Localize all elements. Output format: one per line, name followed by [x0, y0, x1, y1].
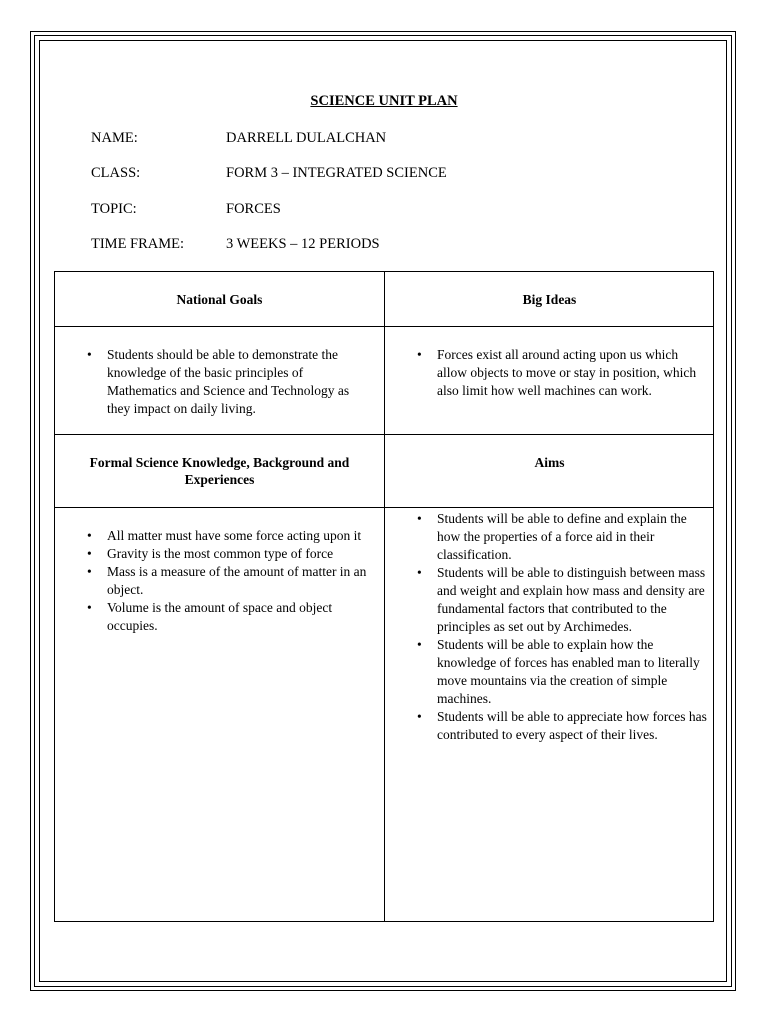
knowledge-cell [55, 527, 375, 635]
aims-item: • Students will be able to define and explain the how the properties of a force aid in their classification. [437, 510, 707, 564]
table-row-divider [55, 326, 713, 327]
document-title: SCIENCE UNIT PLAN [310, 93, 458, 109]
unit-plan-table [54, 271, 714, 922]
aims-item: • Students will be able to appreciate how forces has contributed to every aspect of their lives. [437, 708, 707, 744]
big-ideas-item: • Forces exist all around acting upon us which allow objects to move or stay in position, which also limit how well machines can work. [437, 346, 707, 400]
name-label: NAME: [91, 130, 138, 146]
knowledge-item: • Gravity is the most common type of force [107, 545, 375, 563]
topic-value: FORCES [226, 201, 281, 217]
time-frame-label: TIME FRAME: [91, 236, 185, 252]
table-row-divider [55, 507, 713, 508]
national-goals-header: National Goals [176, 291, 263, 307]
topic-label: TOPIC: [91, 201, 137, 217]
class-value: FORM 3 – INTEGRATED SCIENCE [226, 165, 447, 181]
name-value: DARRELL DULALCHAN [226, 130, 387, 146]
aims-header: Aims [534, 455, 565, 470]
knowledge-item: • All matter must have some force acting upon it [107, 527, 375, 545]
big-ideas-cell [385, 346, 707, 400]
big-ideas-header: Big Ideas [522, 291, 577, 307]
national-goals-item: • Students should be able to demonstrate the knowledge of the basic principles of Mathematics and Science and Technology as they impact on daily living. [107, 346, 375, 418]
aims-item: • Students will be able to distinguish between mass and weight and explain how mass and density are fundamental factors that contributed to the principles as set out by Archimedes. [437, 564, 707, 636]
knowledge-item: • Volume is the amount of space and object occupies. [107, 599, 375, 635]
knowledge-header: Formal Science Knowledge, Background and Experiences [89, 455, 350, 487]
class-label: CLASS: [91, 165, 141, 181]
knowledge-item: • Mass is a measure of the amount of matter in an object. [107, 563, 375, 599]
national-goals-cell [55, 346, 375, 418]
aims-item: • Students will be able to explain how the knowledge of forces has enabled man to literally move mountains via the creation of simple machines. [437, 636, 707, 708]
aims-cell [385, 510, 707, 744]
time-frame-value: 3 WEEKS – 12 PERIODS [226, 236, 380, 252]
